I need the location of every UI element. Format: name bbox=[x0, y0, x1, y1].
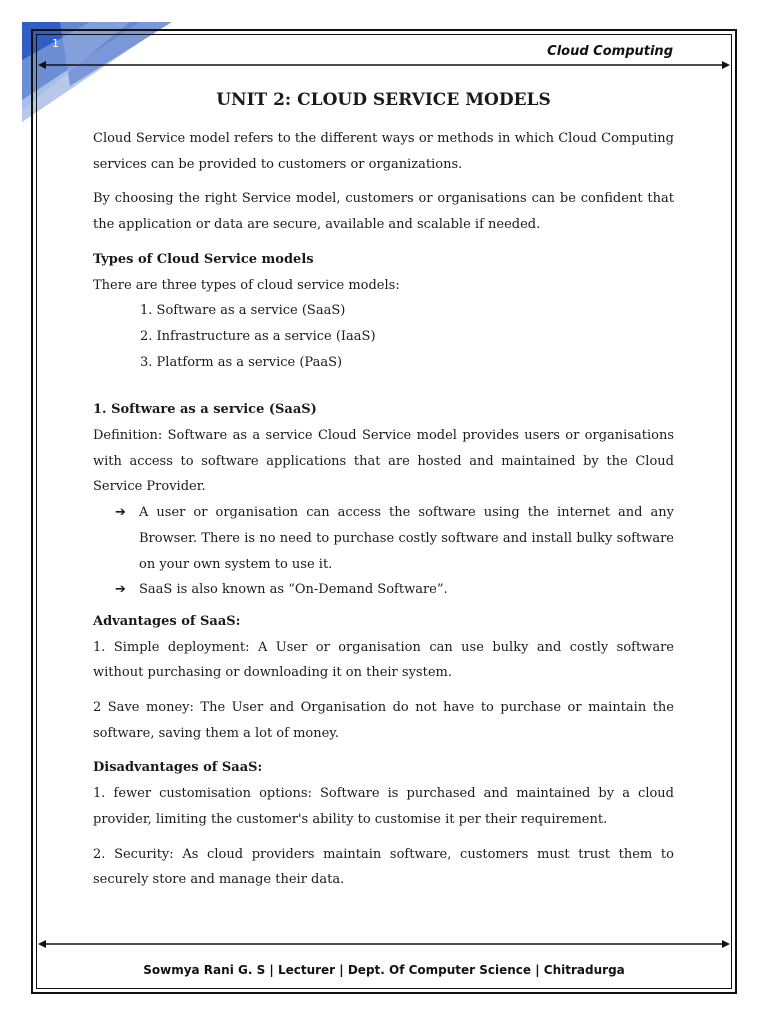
footer-text: Sowmya Rani G. S | Lecturer | Dept. Of Computer Science | Chitradurga bbox=[143, 963, 625, 977]
advantages-heading: Advantages of SaaS: bbox=[93, 613, 241, 629]
intro-paragraph-2: By choosing the right Service model, customers or organisations can be confident that the application or data are secure, available and scalable if needed. bbox=[93, 191, 674, 233]
page-title: UNIT 2: CLOUD SERVICE MODELS bbox=[216, 90, 551, 110]
saas-point-text: SaaS is also known as “On-Demand Software”. bbox=[139, 582, 448, 598]
arrow-right-icon: ➔ bbox=[115, 505, 126, 521]
saas-points bbox=[93, 500, 674, 603]
disadvantage-item: 2. Security: As cloud providers maintain software, customers must trust them to securely store and manage their data. bbox=[93, 846, 674, 888]
page-number: 1 bbox=[52, 37, 59, 50]
document-body bbox=[93, 88, 674, 902]
disadvantages-heading: Disadvantages of SaaS: bbox=[93, 760, 263, 776]
saas-point-text: A user or organisation can access the software using the internet and any Browser. There is no need to purchase costly software and install bulky software on your own system to use it. bbox=[139, 505, 674, 572]
saas-definition: Definition: Software as a service Cloud Service model provides users or organisations with access to software applications that are hosted and maintained by the Cloud Service Provider. bbox=[93, 428, 674, 495]
disadvantage-item: 1. fewer customisation options: Software is purchased and maintained by a cloud provider, limiting the customer's ability to customise it per their requirement. bbox=[93, 786, 674, 827]
header-rule bbox=[38, 60, 730, 70]
types-heading: Types of Cloud Service models bbox=[93, 251, 314, 267]
intro-paragraph-1: Cloud Service model refers to the different ways or methods in which Cloud Computing services can be provided to customers or organizations. bbox=[93, 131, 674, 172]
list-item: 2. Infrastructure as a service (IaaS) bbox=[140, 328, 376, 344]
footer-rule bbox=[38, 939, 730, 949]
list-item: 3. Platform as a service (PaaS) bbox=[140, 354, 343, 370]
arrow-right-icon: ➔ bbox=[115, 582, 126, 598]
list-item: 1. Software as a service (SaaS) bbox=[140, 303, 346, 319]
list-item bbox=[93, 577, 674, 603]
header-title: Cloud Computing bbox=[547, 44, 673, 59]
advantage-item: 1. Simple deployment: A User or organisation can use bulky and costly software without purchasing or downloading it on their system. bbox=[93, 639, 674, 681]
types-list bbox=[93, 298, 674, 375]
saas-heading: 1. Software as a service (SaaS) bbox=[93, 402, 317, 418]
list-item bbox=[93, 500, 674, 577]
advantage-item: 2 Save money: The User and Organisation do not have to purchase or maintain the software, saving them a lot of money. bbox=[93, 700, 674, 741]
types-intro: There are three types of cloud service models: bbox=[93, 277, 400, 293]
